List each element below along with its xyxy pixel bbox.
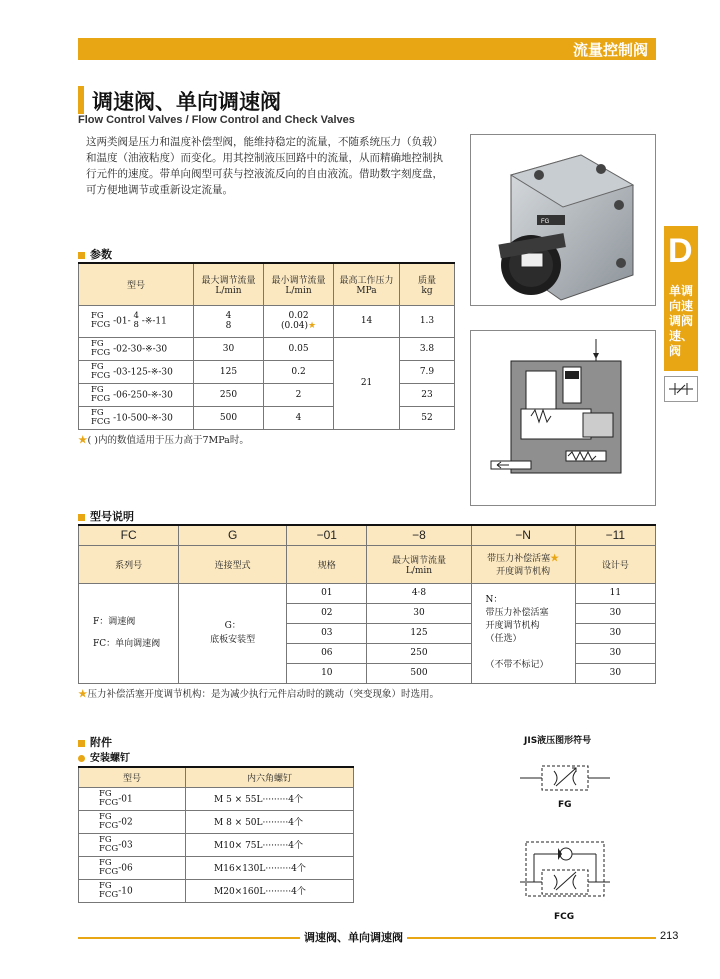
accessories-subheading: 安装螺钉 (78, 749, 130, 764)
table-row: FG FCG -06-250-※-30 250 2 23 (79, 383, 455, 406)
table-row: 06 250 30 (79, 643, 656, 663)
product-photo (470, 134, 656, 306)
model-code-heading: 型号说明 (78, 508, 134, 524)
params-note: ★( )内的数值适用于压力高于7MPa时。 (78, 435, 249, 446)
model-code-table: FC G −01 −8 −N −11 系列号 连接型式 规格 最大调节流量 L/min 带压力补偿活塞★ 开度调节机构 设计号 F：调速阀 FC：单向调速阀 G： 底板安装型 01 4·8 N： 带压力补偿活塞 开度调节机构 （任选） （不带不标记） 11 02 30 30 03 125 30 06 250 30 10 500 30 (78, 524, 656, 684)
fcg-symbol (520, 836, 610, 904)
params-table (78, 262, 455, 430)
table-row: FG FCG -02-30-※-30 30 0.05 21 3.8 (79, 337, 455, 360)
table-row: 03 125 30 (79, 623, 656, 643)
table-row: FG FCG -10-500-※-30 500 4 52 (79, 406, 455, 429)
table-row: FG FCG-02 M 8 × 50L·········4个 (79, 810, 354, 833)
valve-symbol-icon (664, 376, 698, 402)
model-code-note: ★压力补偿活塞开度调节机构：是为减少执行元件启动时的跳动（突变现象）时选用。 (78, 689, 440, 700)
col-max-flow: 最大调节流量 L/min (194, 263, 264, 305)
title-marker (78, 86, 84, 114)
table-row: FG FCG-06 M16×130L·········4个 (79, 856, 354, 879)
footer-title: 调速阀、单向调速阀 (300, 929, 407, 945)
section-tab-text: 单调 向速 调阀 速、 阀 (669, 284, 694, 358)
page-subtitle: Flow Control Valves / Flow Control and Check Valves (78, 114, 355, 126)
page-title: 调速阀、单向调速阀 (92, 90, 281, 114)
pressure-group: 21 (334, 337, 400, 429)
category-title: 流量控制阀 (572, 41, 648, 59)
table-row: 10 500 30 (79, 663, 656, 683)
table-row: F：调速阀 FC：单向调速阀 G： 底板安装型 01 4·8 N： 带压力补偿活塞 开度调节机构 （任选） （不带不标记） 11 (79, 583, 656, 603)
intro-text: 这两类阀是压力和温度补偿型阀，能维持稳定的流量，不随系统压力（负载）和温度（油液粘度）而变化。用其控制液压回路中的流量，从而精确地控制执行元件的速度。带单向阀型可获与控液流反向的自由液流。借助数字刻度盘，可方便地调节或重新设定流量。 (86, 136, 443, 196)
dot-bullet-icon (78, 755, 85, 762)
jis-symbols-heading: JIS液压图形符号 (524, 736, 592, 746)
accessories-heading: 附件 (78, 734, 112, 750)
section-tab (664, 226, 698, 371)
section-letter: D (668, 232, 693, 270)
col-max-pressure: 最高工作压力 MPa (334, 263, 400, 305)
product-label: FG (541, 219, 550, 225)
square-bullet-icon (78, 514, 85, 521)
square-bullet-icon (78, 740, 85, 747)
bolts-table: 型号 内六角螺钉 FG FCG-01 M 5 × 55L·········4个 FG FCG-02 M 8 × 50L·········4个 FG FCG-03 M10× 75L·········4个 FG FCG-06 M16×130L·········4个 FG FCG-10 M20×160L·········4个 (78, 766, 354, 903)
cross-section-diagram (470, 330, 656, 506)
category-bar (78, 38, 656, 60)
table-row: FG FCG -03-125-※-30 125 0.2 7.9 (79, 360, 455, 383)
fcg-symbol-label: FCG (554, 912, 575, 922)
params-heading: 参数 (78, 246, 112, 262)
table-row: 02 30 30 (79, 603, 656, 623)
col-min-flow: 最小调节流量 L/min (263, 263, 333, 305)
table-row: FG FCG-03 M10× 75L·········4个 (79, 833, 354, 856)
table-row: FG FCG -01- 4 8 -※-11 4 8 0.02 (0.04)★ 14 1.3 (79, 305, 455, 337)
page-number: 213 (660, 930, 679, 942)
col-mass: 质量 kg (399, 263, 454, 305)
table-row: FG FCG-01 M 5 × 55L·········4个 (79, 787, 354, 810)
table-row: FG FCG-10 M20×160L·········4个 (79, 879, 354, 902)
col-model: 型号 (79, 263, 194, 305)
fg-symbol (520, 760, 610, 800)
fg-symbol-label: FG (558, 800, 572, 810)
square-bullet-icon (78, 252, 85, 259)
